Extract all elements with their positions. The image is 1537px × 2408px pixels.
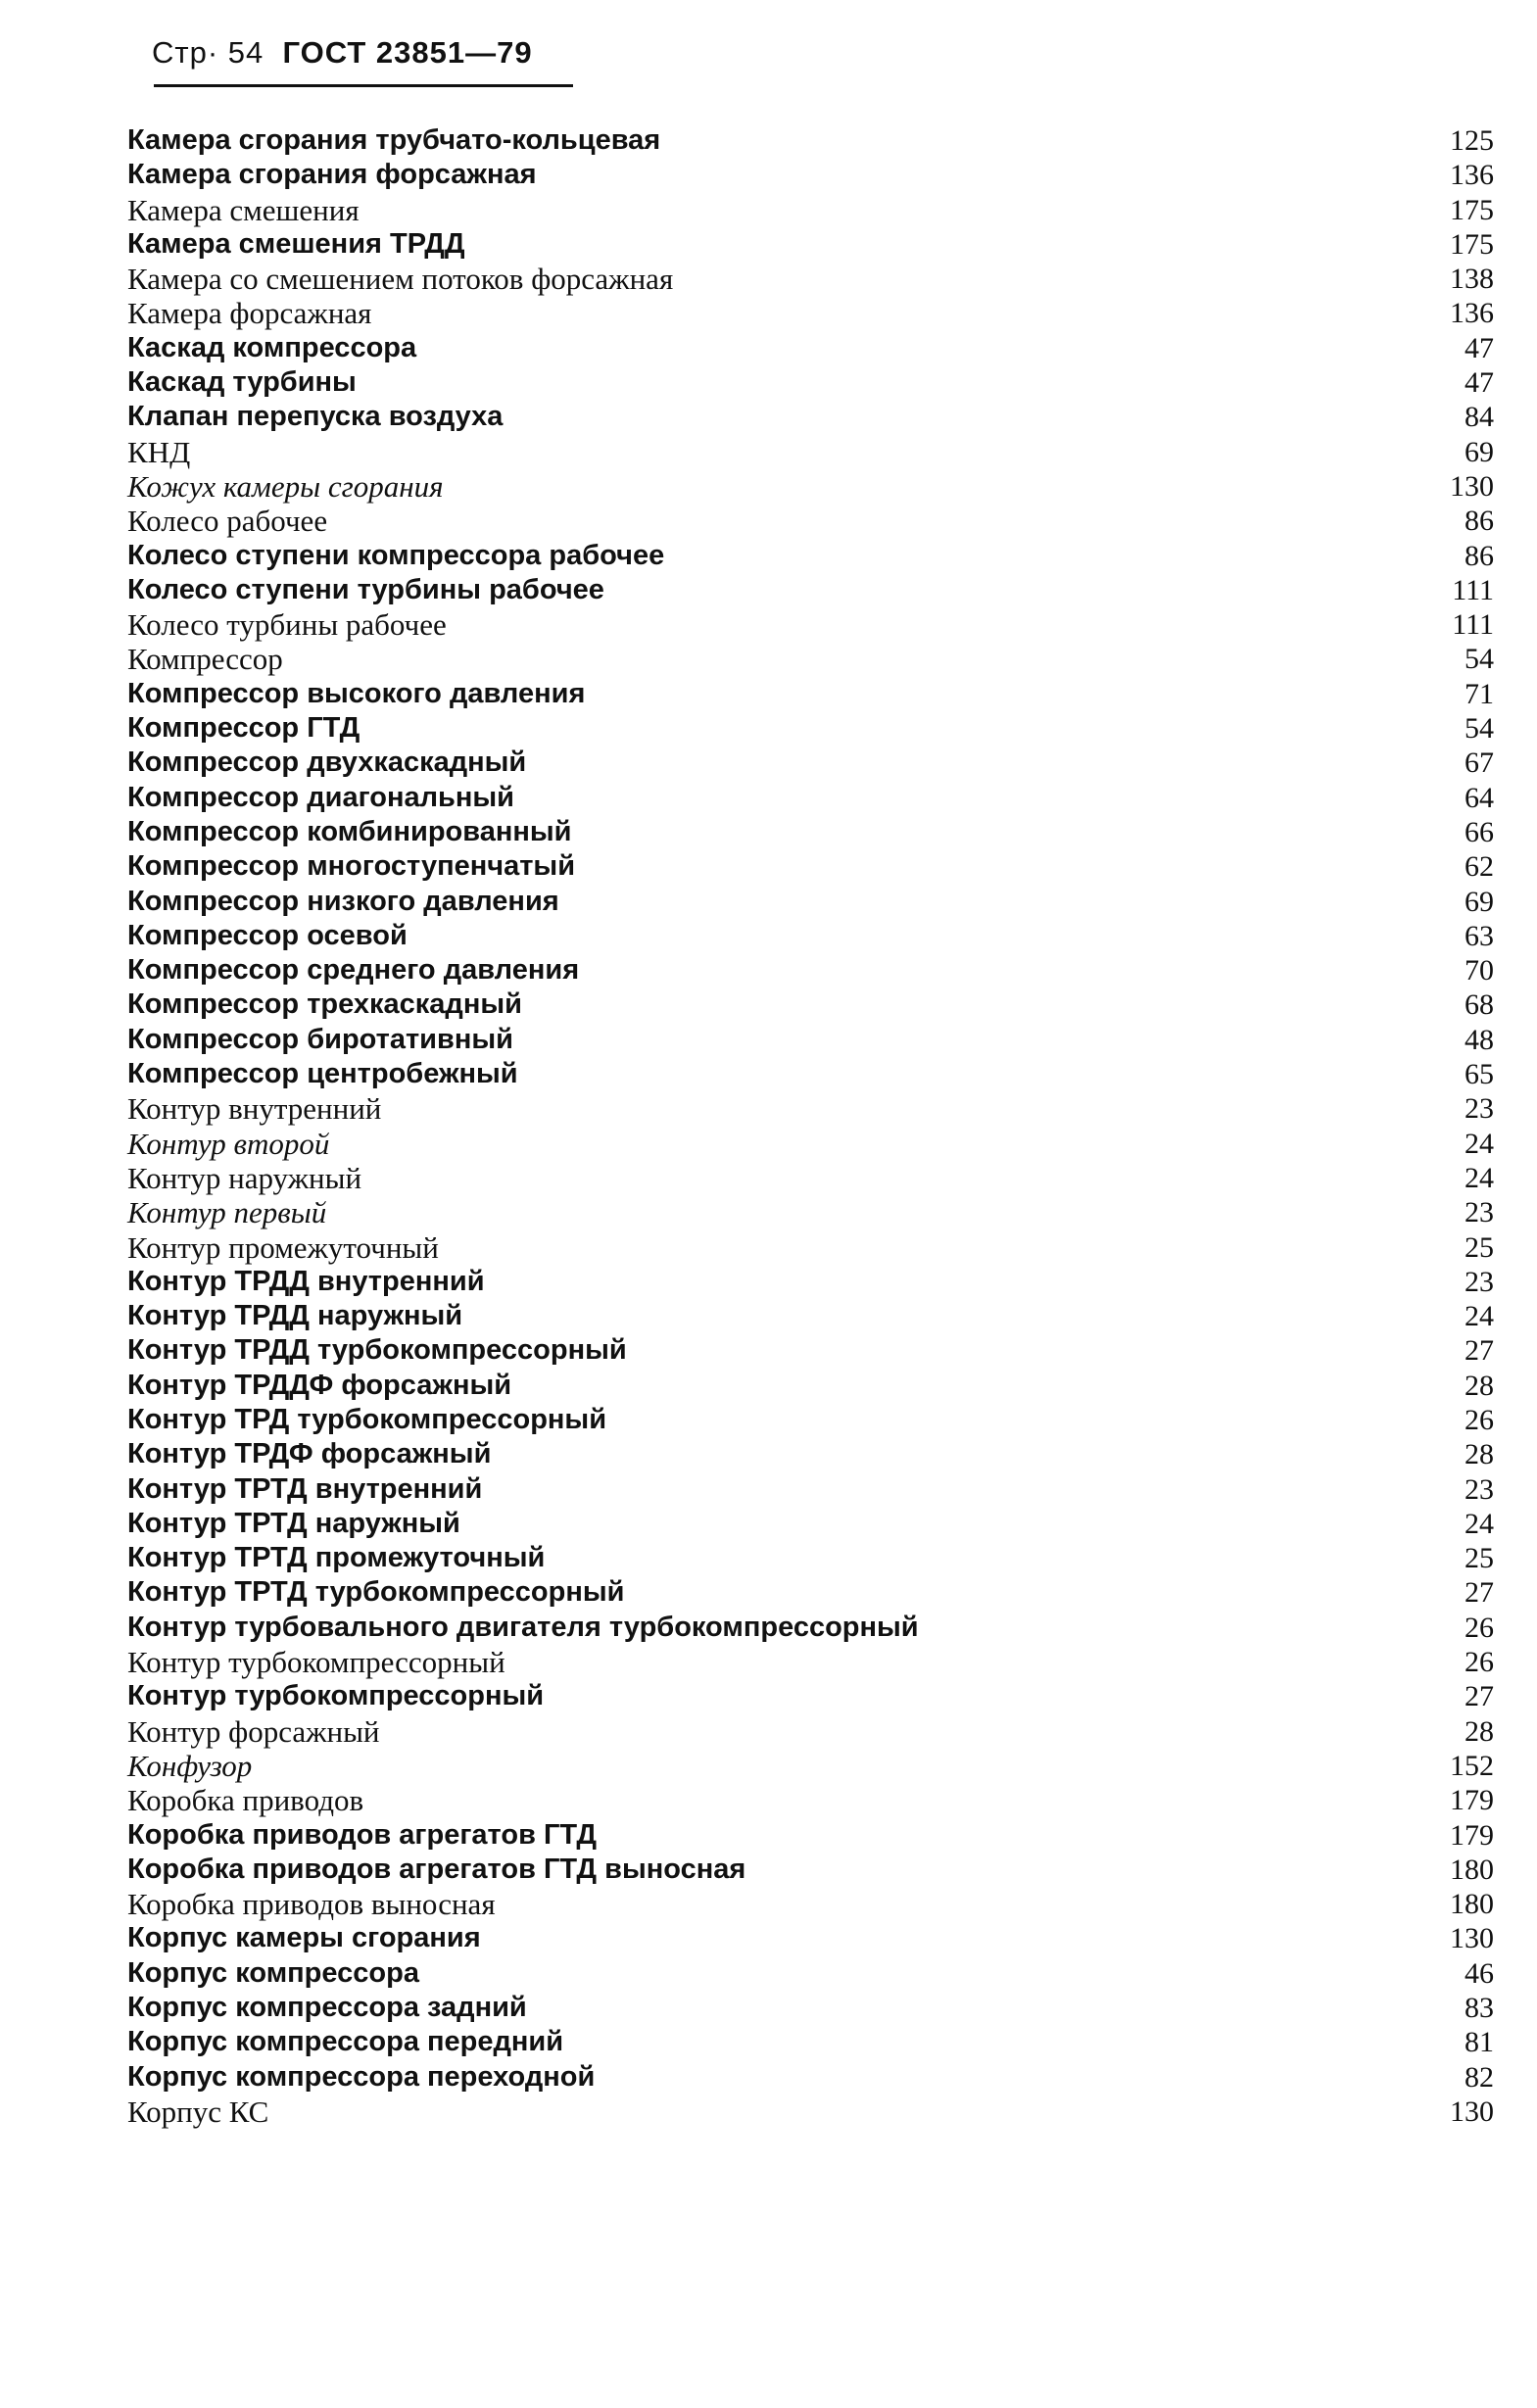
index-entry (127, 1749, 1494, 1783)
index-term: Контур турбовального двигателя турбокомпрессорный (127, 1611, 919, 1643)
index-page-number: 86 (1465, 539, 1494, 572)
index-page-number: 23 (1465, 1196, 1494, 1229)
index-term: Контур внутренний (127, 1091, 382, 1127)
index-term: Камера сгорания трубчато-кольцевая (127, 124, 661, 156)
index-term: Контур ТРДФ форсажный (127, 1438, 492, 1470)
index-term: Коробка приводов агрегатов ГТД (127, 1818, 598, 1851)
index-page-number: 25 (1465, 1230, 1494, 1264)
index-page-number: 23 (1465, 1092, 1494, 1126)
index-term: Контур ТРДД турбокомпрессорный (127, 1334, 627, 1367)
index-page-number: 24 (1465, 1161, 1494, 1194)
index-entry (127, 1057, 1494, 1091)
index-page-number: 54 (1465, 643, 1494, 676)
index-term: Компрессор биротативный (127, 1023, 513, 1055)
index-term: Контур ТРТД турбокомпрессорный (127, 1576, 625, 1609)
index-term: Контур ТРТД наружный (127, 1507, 460, 1539)
index-page-number: 26 (1465, 1611, 1494, 1644)
index-entry (127, 1161, 1494, 1195)
index-term: Компрессор двухкаскадный (127, 746, 527, 779)
index-entry (127, 919, 1494, 953)
index-term: Колесо ступени компрессора рабочее (127, 539, 665, 571)
index-page-number: 175 (1450, 227, 1494, 261)
index-page-number: 179 (1450, 1784, 1494, 1817)
index-page-number: 83 (1465, 1992, 1494, 2025)
index-entry (127, 711, 1494, 746)
index-entry (127, 2095, 1494, 2129)
index-term: Компрессор осевой (127, 919, 408, 951)
index-term: Корпус камеры сгорания (127, 1922, 481, 1954)
index-page-number: 62 (1465, 850, 1494, 884)
index-term: Контур ТРДДФ форсажный (127, 1369, 512, 1401)
index-entry (127, 1956, 1494, 1991)
index-term: Контур турбокомпрессорный (127, 1680, 545, 1712)
index-term: Компрессор многоступенчатый (127, 850, 576, 883)
index-term: Камера смешения (127, 192, 360, 227)
alphabetical-index (127, 123, 1494, 2129)
index-entry (127, 953, 1494, 987)
index-entry (127, 365, 1494, 400)
index-entry (127, 1299, 1494, 1333)
index-page-number: 27 (1465, 1680, 1494, 1713)
index-term: Компрессор центробежный (127, 1058, 518, 1090)
index-entry (127, 1127, 1494, 1161)
index-page-number: 24 (1465, 1127, 1494, 1160)
index-entry (127, 573, 1494, 607)
index-page-number: 63 (1465, 919, 1494, 952)
index-entry (127, 435, 1494, 469)
index-page-number: 130 (1450, 1922, 1494, 1955)
index-term: Контур ТРД турбокомпрессорный (127, 1403, 607, 1435)
index-term: Конфузор (127, 1748, 253, 1783)
index-page-number: 64 (1465, 781, 1494, 814)
index-page-number: 47 (1465, 331, 1494, 364)
index-page-number: 28 (1465, 1438, 1494, 1471)
index-term: Клапан перепуска воздуха (127, 401, 504, 433)
index-term: Коробка приводов (127, 1783, 364, 1818)
index-entry (127, 1991, 1494, 2025)
index-entry (127, 815, 1494, 849)
index-page-number: 71 (1465, 677, 1494, 710)
index-entry (127, 1333, 1494, 1368)
index-term: Камера со смешением потоков форсажная (127, 262, 674, 297)
index-page-number: 86 (1465, 505, 1494, 538)
index-entry (127, 1921, 1494, 1955)
index-entry (127, 1887, 1494, 1921)
index-page-number: 111 (1452, 573, 1494, 606)
header-text (152, 35, 573, 71)
index-term: Коробка приводов агрегатов ГТД выносная (127, 1853, 746, 1885)
index-term: Контур форсажный (127, 1713, 380, 1749)
index-page-number: 84 (1465, 401, 1494, 434)
index-entry (127, 1679, 1494, 1713)
index-entry (127, 1853, 1494, 1887)
index-page-number: 179 (1450, 1818, 1494, 1852)
index-term: Контур промежуточный (127, 1229, 439, 1265)
index-term: Колесо ступени турбины рабочее (127, 573, 604, 605)
index-entry (127, 1265, 1494, 1299)
index-term: Контур наружный (127, 1160, 362, 1195)
index-page-number: 180 (1450, 1853, 1494, 1886)
index-page-number: 47 (1465, 366, 1494, 400)
index-entry (127, 539, 1494, 573)
index-page-number: 48 (1465, 1023, 1494, 1056)
index-page-number: 26 (1465, 1646, 1494, 1679)
index-term: Кожух камеры сгорания (127, 468, 444, 504)
index-term: КНД (127, 434, 191, 469)
index-entry (127, 1714, 1494, 1749)
index-term: Коробка приводов выносная (127, 1887, 496, 1922)
index-term: Колесо рабочее (127, 504, 328, 539)
index-page-number: 28 (1465, 1369, 1494, 1402)
index-entry (127, 1403, 1494, 1437)
index-page-number: 27 (1465, 1334, 1494, 1368)
index-page-number: 65 (1465, 1058, 1494, 1091)
index-entry (127, 262, 1494, 296)
index-entry (127, 885, 1494, 919)
index-page-number: 82 (1465, 2060, 1494, 2094)
index-page-number: 175 (1450, 193, 1494, 226)
index-page-number: 180 (1450, 1888, 1494, 1921)
index-term: Корпус компрессора переходной (127, 2060, 596, 2093)
index-term: Компрессор комбинированный (127, 815, 572, 847)
index-term: Компрессор среднего давления (127, 954, 580, 987)
index-term: Компрессор (127, 642, 283, 677)
index-page-number: 130 (1450, 469, 1494, 503)
index-entry (127, 227, 1494, 262)
index-page-number: 138 (1450, 263, 1494, 296)
index-term: Колесо турбины рабочее (127, 607, 447, 643)
index-term: Контур первый (127, 1195, 327, 1230)
index-entry (127, 1611, 1494, 1645)
index-page-number: 152 (1450, 1749, 1494, 1782)
index-entry (127, 400, 1494, 434)
standard-designation: ГОСТ 23851—79 (282, 35, 533, 70)
index-page-number: 68 (1465, 988, 1494, 1022)
page-label: Стр· 54 (152, 35, 264, 70)
index-entry (127, 1023, 1494, 1057)
index-entry (127, 504, 1494, 538)
index-page-number: 23 (1465, 1472, 1494, 1506)
index-page-number: 54 (1465, 712, 1494, 746)
index-entry (127, 123, 1494, 158)
index-term: Компрессор диагональный (127, 781, 514, 813)
index-page-number: 67 (1465, 746, 1494, 780)
index-entry (127, 642, 1494, 676)
index-entry (127, 193, 1494, 227)
index-term: Корпус компрессора (127, 1956, 419, 1989)
page-header (152, 35, 573, 94)
index-page-number: 136 (1450, 297, 1494, 330)
index-entry (127, 1818, 1494, 1853)
index-entry (127, 1369, 1494, 1403)
index-page-number: 130 (1450, 2095, 1494, 2128)
index-entry (127, 1541, 1494, 1575)
index-entry (127, 158, 1494, 192)
index-entry (127, 1091, 1494, 1126)
index-entry (127, 1783, 1494, 1817)
index-entry (127, 1472, 1494, 1507)
index-entry (127, 1575, 1494, 1610)
index-page-number: 24 (1465, 1300, 1494, 1333)
index-entry (127, 746, 1494, 780)
index-entry (127, 331, 1494, 365)
index-term: Корпус компрессора передний (127, 2026, 564, 2058)
index-term: Контур ТРДД внутренний (127, 1265, 485, 1297)
index-entry (127, 296, 1494, 330)
index-page-number: 26 (1465, 1403, 1494, 1436)
index-page-number: 69 (1465, 885, 1494, 918)
index-entry (127, 607, 1494, 642)
index-term: Контур ТРТД промежуточный (127, 1542, 546, 1574)
index-page-number: 81 (1465, 2026, 1494, 2059)
index-term: Компрессор высокого давления (127, 677, 586, 709)
index-entry (127, 1195, 1494, 1229)
index-page-number: 27 (1465, 1576, 1494, 1610)
index-page-number: 24 (1465, 1507, 1494, 1540)
index-term: Компрессор трехкаскадный (127, 988, 522, 1021)
index-page-number: 136 (1450, 159, 1494, 192)
index-term: Корпус КС (127, 2094, 269, 2129)
index-term: Компрессор ГТД (127, 712, 360, 745)
index-term: Контур ТРДД наружный (127, 1300, 463, 1332)
index-entry (127, 1437, 1494, 1471)
index-term: Камера смешения ТРДД (127, 227, 465, 260)
index-page-number: 69 (1465, 435, 1494, 468)
index-term: Контур турбокомпрессорный (127, 1645, 505, 1680)
index-page-number: 111 (1452, 608, 1494, 642)
header-rule (154, 84, 573, 87)
index-term: Камера сгорания форсажная (127, 159, 537, 191)
index-entry (127, 849, 1494, 884)
index-page-number: 70 (1465, 954, 1494, 987)
index-page-number: 46 (1465, 1956, 1494, 1990)
index-entry (127, 1507, 1494, 1541)
index-term: Корпус компрессора задний (127, 1992, 527, 2024)
index-entry (127, 1230, 1494, 1265)
index-term: Каскад компрессора (127, 331, 417, 363)
index-page-number: 28 (1465, 1714, 1494, 1748)
index-entry (127, 677, 1494, 711)
index-entry (127, 469, 1494, 504)
index-entry (127, 781, 1494, 815)
index-page-number: 125 (1450, 124, 1494, 157)
index-entry (127, 2025, 1494, 2059)
index-entry (127, 987, 1494, 1022)
index-term: Каскад турбины (127, 366, 357, 399)
index-entry (127, 1645, 1494, 1679)
index-entry (127, 2060, 1494, 2095)
index-term: Контур ТРТД внутренний (127, 1472, 483, 1505)
index-page-number: 25 (1465, 1542, 1494, 1575)
index-page-number: 66 (1465, 815, 1494, 848)
index-term: Камера форсажная (127, 296, 372, 331)
index-term: Компрессор низкого давления (127, 885, 559, 917)
index-term: Контур второй (127, 1126, 330, 1161)
index-page-number: 23 (1465, 1265, 1494, 1298)
